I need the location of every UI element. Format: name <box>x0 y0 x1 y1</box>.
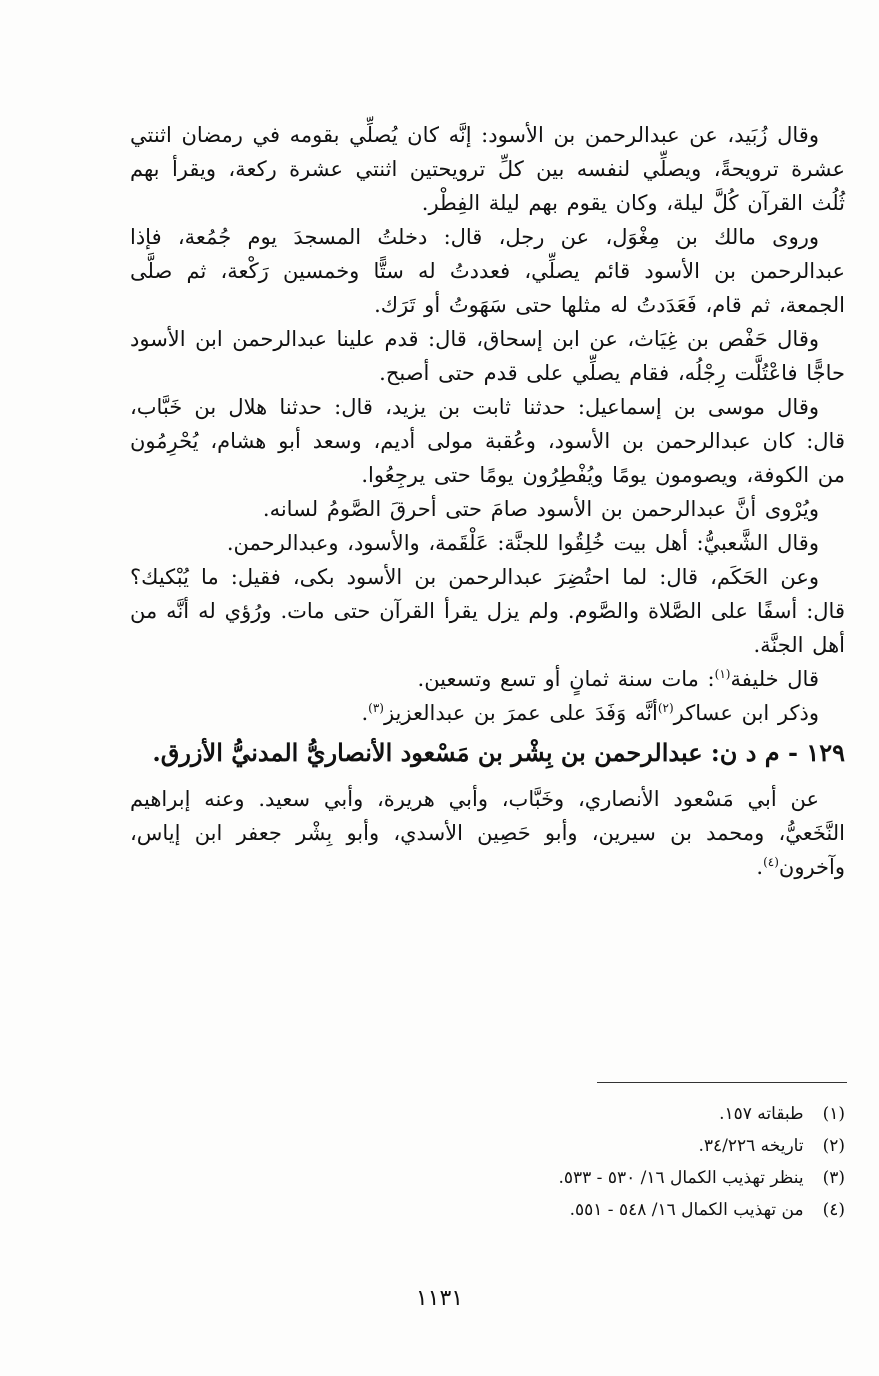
main-text <box>130 118 845 884</box>
footnote-number: (٢) <box>822 1136 845 1156</box>
footnote-number: (٤) <box>822 1200 845 1220</box>
khalifa-text: : مات سنة ثمانٍ أو تسع وتسعين. <box>417 667 715 691</box>
footnote-ref-4: (٤) <box>763 855 779 869</box>
paragraph-asakir <box>130 696 845 730</box>
footnotes <box>300 1098 845 1226</box>
paragraph-malik: وروى مالك بن مِغْوَل، عن رجل، قال: دخلتُ المسجدَ يوم جُمُعة، فإذا عبدالرحمن بن الأسود قائم يصلِّي، فعددتُ له ستًّا وخمسين رَكْعة، ثم صلَّى الجمعة، ثم قام، فَعَدَدتُ له مثلها حتى سَهَوتُ أو تَرَك. <box>130 225 845 317</box>
footnote-1 <box>300 1098 845 1130</box>
paragraph-zubayd: وقال زُبَيد، عن عبدالرحمن بن الأسود: إنَّه كان يُصلِّي بقومه في رمضان اثنتي عشرة ترويحةً، ويصلِّي لنفسه بين كلِّ ترويحتين اثنتي عشرة ركعة، ويقرأ بهم ثُلُث القرآن كُلَّ ليلة، وكان يقوم بهم ليلة الفِطْر. <box>130 123 845 215</box>
entry-body <box>130 782 845 884</box>
footnote-number: (٣) <box>822 1168 845 1188</box>
entry-number: ١٢٩ <box>806 738 845 767</box>
footnote-ref-1: (١) <box>714 667 731 681</box>
asakir-middle: أنَّه وَفَدَ على عمرَ بن عبدالعزيز <box>383 701 658 725</box>
footnote-3 <box>300 1162 845 1194</box>
paragraph-hakam: وعن الحَكَم، قال: لما احتُضِرَ عبدالرحمن بن الأسود بكى، فقيل: ما يُبْكيك؟ قال: أسفًا على الصَّلاة والصَّوم. ولم يزل يقرأ القرآن حتى مات. ورُؤي له أنَّه من أهل الجنَّة. <box>130 565 845 657</box>
paragraph-shabi: وقال الشَّعبيُّ: أهل بيت خُلِقُوا للجنَّة: عَلْقَمة، والأسود، وعبدالرحمن. <box>226 531 819 555</box>
entry-sigla: - م د ن: <box>710 738 798 767</box>
footnote-ref-2: (٢) <box>657 701 674 715</box>
entry-body-end: . <box>756 855 764 879</box>
footnote-text: من تهذيب الكمال ١٦/ ٥٤٨ - ٥٥١. <box>569 1200 804 1220</box>
footnote-divider <box>597 1082 847 1083</box>
paragraph-khalifa <box>130 662 845 696</box>
paragraph-yurwa: ويُرْوى أنَّ عبدالرحمن بن الأسود صامَ حتى أحرقَ الصَّومُ لسانه. <box>262 497 819 521</box>
footnote-text: طبقاته ١٥٧. <box>719 1104 804 1124</box>
footnote-2 <box>300 1130 845 1162</box>
paragraph-musa: وقال موسى بن إسماعيل: حدثنا ثابت بن يزيد، قال: حدثنا هلال بن خَبَّاب، قال: كان عبدالرحمن بن الأسود، وعُقبة مولى أديم، وسعد أبو هشام، يُحْرِمُون من الكوفة، ويصومون يومًا ويُفْطِرُون يومًا حتى يرجِعُوا. <box>130 395 845 487</box>
entry-heading <box>130 732 845 774</box>
footnote-4 <box>300 1194 845 1226</box>
khalifa-prefix: قال خليفة <box>730 667 819 691</box>
footnote-ref-3: (٣) <box>368 701 384 715</box>
paragraph-hafs: وقال حَفْص بن غِيَاث، عن ابن إسحاق، قال: قدم علينا عبدالرحمن ابن الأسود حاجًّا فاعْتُلَّت رِجْلُه، فقام يصلِّي على قدم حتى أصبح. <box>130 327 845 385</box>
footnote-text: تاريخه ٣٤/٢٢٦. <box>698 1136 804 1156</box>
entry-body-text: عن أبي مَسْعود الأنصاري، وخَبَّاب، وأبي هريرة، وأبي سعيد. وعنه إبراهيم النَّخَعيُّ، ومحمد بن سيرين، وأبو حَصِين الأسدي، وأبو بِشْر جعفر ابن إياس، وآخرون <box>130 787 845 879</box>
asakir-end: . <box>361 701 369 725</box>
asakir-prefix: وذكر ابن عساكر <box>673 701 819 725</box>
page-number: ١١٣١ <box>415 1286 464 1311</box>
entry-title: عبدالرحمن بن بِشْر بن مَسْعود الأنصاريُّ المدنيُّ الأزرق. <box>152 738 703 767</box>
footnote-number: (١) <box>822 1104 845 1124</box>
footnote-text: ينظر تهذيب الكمال ١٦/ ٥٣٠ - ٥٣٣. <box>558 1168 804 1188</box>
